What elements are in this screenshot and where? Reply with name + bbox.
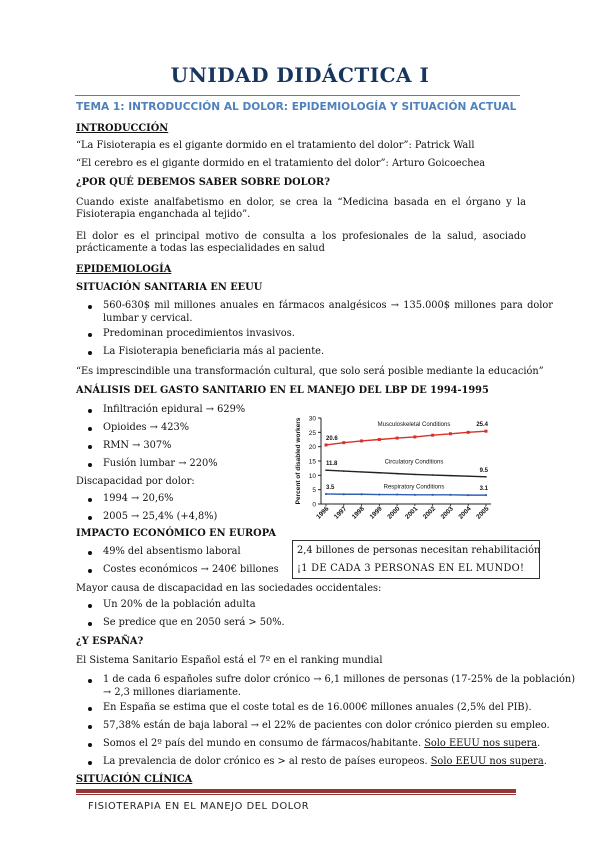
data-point: [485, 430, 488, 433]
rehab-line: 2,4 billones de personas necesitan rehabilitación: [297, 545, 541, 556]
spain-bullet-5-emphasis: Solo EEUU nos supera: [430, 756, 544, 767]
data-label-start: 3.5: [326, 484, 335, 491]
bullet: [88, 333, 92, 337]
x-tick-label: 1997: [333, 505, 349, 521]
data-point: [414, 494, 416, 496]
para-motivo-consulta: El dolor es el principal motivo de consulta a los profesionales de la salud, asociado prácticamente a todas las especialidades en salud: [76, 231, 526, 254]
bullet: [88, 351, 92, 355]
data-point: [431, 434, 434, 437]
y-tick-label: 25: [308, 429, 316, 437]
data-point: [396, 437, 399, 440]
data-point: [396, 493, 398, 495]
bullet: [88, 409, 92, 413]
series-line: [326, 494, 486, 495]
disability-heading: Discapacidad por dolor:: [76, 476, 195, 487]
data-point: [378, 438, 381, 441]
spain-bullet-1-cont: → 2,3 millones diariamente.: [103, 687, 242, 698]
data-point: [432, 474, 434, 476]
bullet: [88, 761, 92, 765]
title-rule: [75, 95, 520, 96]
lbp-item: Opioides → 423%: [103, 422, 190, 433]
bullet: [88, 445, 92, 449]
x-tick-label: 2003: [439, 505, 455, 521]
x-tick-label: 2005: [475, 505, 491, 521]
why-heading: ¿POR QUÉ DEBEMOS SABER SOBRE DOLOR?: [76, 177, 330, 188]
bullet: [88, 305, 92, 309]
data-label-end: 9.5: [479, 467, 488, 474]
bullet: [88, 427, 92, 431]
data-point: [467, 494, 469, 496]
rehab-line: ¡1 DE CADA 3 PERSONAS EN EL MUNDO!: [297, 563, 525, 574]
clinic-heading: SITUACIÓN CLÍNICA: [76, 774, 193, 785]
epidemiology-heading: EPIDEMIOLOGÍA: [76, 264, 172, 275]
lbp-item: RMN → 307%: [103, 440, 172, 451]
data-point: [449, 432, 452, 435]
europe-item: 49% del absentismo laboral: [103, 546, 241, 557]
data-point: [467, 475, 469, 477]
period: .: [543, 756, 547, 767]
y-tick-label: 0: [312, 501, 316, 509]
data-point: [343, 493, 345, 495]
x-tick-label: 2002: [421, 505, 438, 521]
bullet: [88, 604, 92, 608]
tema-heading: TEMA 1: INTRODUCCIÓN AL DOLOR: EPIDEMIOLOGÍA Y SITUACIÓN ACTUAL: [76, 101, 517, 113]
x-tick-label: 1999: [368, 505, 384, 521]
period: .: [537, 738, 541, 749]
x-tick-label: 2000: [386, 505, 402, 521]
bullet: [88, 551, 92, 555]
spain-bullet-4-emphasis: Solo EEUU nos supera: [424, 738, 538, 749]
y-tick-label: 10: [308, 472, 316, 480]
main-title: UNIDAD DIDÁCTICA I: [170, 63, 430, 87]
data-label-end: 25.4: [476, 422, 488, 429]
spain-heading: ¿Y ESPAÑA?: [76, 636, 144, 647]
spain-bullet-4-text: Somos el 2º país del mundo en consumo de fármacos/habitante.: [103, 738, 425, 749]
series-name-label: Musculoskeletal Conditions: [377, 422, 451, 429]
bullet: [88, 725, 92, 729]
data-point: [467, 431, 470, 434]
data-point: [413, 435, 416, 438]
data-label-end: 3.1: [479, 486, 488, 493]
bullet: [88, 516, 92, 520]
y-tick-label: 30: [308, 415, 316, 423]
series-line: [326, 431, 486, 445]
data-point: [378, 493, 380, 495]
series-name-label: Circulatory Conditions: [384, 459, 444, 466]
y-tick-label: 20: [308, 444, 316, 452]
data-point: [432, 494, 434, 496]
data-point: [379, 472, 381, 474]
quote-goicoechea: “El cerebro es el gigante dormido en el tratamiento del dolor”: Arturo Goicoechea: [76, 158, 486, 169]
lbp-item: Infiltración epidural → 629%: [103, 404, 246, 415]
spain-bullet-1: 1 de cada 6 españoles sufre dolor crónico → 6,1 millones de personas (17-25% de la población): [103, 674, 576, 685]
spain-intro: El Sistema Sanitario Español está el 7º en el ranking mundial: [76, 655, 383, 666]
y-axis-label: Percent of disabled workers: [295, 417, 302, 505]
lbp-item: Fusión lumbar → 220%: [103, 458, 218, 469]
spain-bullet-3: 57,38% están de baja laboral → el 22% de pacientes con dolor crónico pierden su empleo.: [103, 720, 550, 731]
disability-line-chart: [291, 412, 499, 530]
bullet: [88, 622, 92, 626]
spain-bullet-5-text: La prevalencia de dolor crónico es > al resto de países europeos.: [103, 756, 431, 767]
series-line: [326, 470, 486, 477]
data-label-start: 11.8: [326, 461, 338, 468]
disability-item: 1994 → 20,6%: [103, 493, 174, 504]
data-point: [360, 493, 362, 495]
disability-item: 2005 → 25,4% (+4,8%): [103, 511, 218, 522]
footer-rule: [76, 789, 516, 793]
cause-heading: Mayor causa de discapacidad en las sociedades occidentales:: [76, 583, 382, 594]
rehab-callout-box: [292, 540, 540, 579]
data-label-start: 20.6: [326, 435, 338, 442]
data-point: [450, 475, 452, 477]
data-point: [485, 476, 487, 478]
intro-heading: INTRODUCCIÓN: [76, 123, 169, 134]
quote-wall: “La Fisioterapia es el gigante dormido en el tratamiento del dolor”: Patrick Wall: [76, 140, 475, 151]
europe-item: Costes económicos → 240€ billones: [103, 564, 279, 575]
bullet: [88, 743, 92, 747]
x-tick-label: 1996: [315, 505, 331, 521]
footer-text: FISIOTERAPIA EN EL MANEJO DEL DOLOR: [88, 801, 310, 812]
data-point: [343, 470, 345, 472]
data-point: [325, 443, 328, 446]
usa-bullet-1-cont: lumbar y cervical.: [103, 313, 193, 324]
bullet: [88, 569, 92, 573]
data-point: [360, 439, 363, 442]
data-point: [396, 473, 398, 475]
y-tick-label: 15: [308, 458, 316, 466]
bullet: [88, 498, 92, 502]
usa-bullet-1: 560-630$ mil millones anuales en fármacos analgésicos → 135.000$ millones para dolor: [103, 300, 553, 311]
x-tick-label: 2004: [457, 505, 473, 521]
spain-bullet-2: En España se estima que el coste total es de 16.000€ millones anuales (2,5% del PIB).: [103, 702, 532, 713]
usa-heading: SITUACIÓN SANITARIA EN EEUU: [76, 282, 263, 293]
series-name-label: Respiratory Conditions: [383, 484, 445, 491]
footer-rule-thin: [76, 794, 516, 795]
x-tick-label: 1998: [350, 505, 366, 521]
data-point: [361, 471, 363, 473]
usa-bullet-3: La Fisioterapia beneficiaria más al paciente.: [103, 346, 325, 357]
lbp-heading: ANÁLISIS DEL GASTO SANITARIO EN EL MANEJO DEL LBP DE 1994-1995: [76, 385, 489, 396]
bullet: [88, 707, 92, 711]
data-point: [325, 493, 327, 495]
spain-bullet-5: [103, 756, 547, 768]
x-tick-label: 2001: [404, 505, 420, 521]
usa-bullet-2: Predominan procedimientos invasivos.: [103, 328, 295, 339]
cause-item: Un 20% de la población adulta: [103, 599, 256, 610]
data-point: [485, 494, 487, 496]
data-point: [342, 441, 345, 444]
spain-bullet-4: [103, 738, 540, 750]
cause-item: Se predice que en 2050 será > 50%.: [103, 617, 285, 628]
data-point: [414, 474, 416, 476]
bullet: [88, 679, 92, 683]
data-point: [449, 494, 451, 496]
education-quote: “Es imprescindible una transformación cultural, que solo será posible mediante la educación”: [76, 366, 544, 377]
data-point: [325, 469, 327, 471]
para-analfabetismo: Cuando existe analfabetismo en dolor, se crea la “Medicina basada en el órgano y la Fisioterapia enganchada al tejido”.: [76, 197, 526, 220]
y-tick-label: 5: [312, 487, 316, 495]
europe-heading: IMPACTO ECONÓMICO EN EUROPA: [76, 528, 276, 539]
bullet: [88, 463, 92, 467]
